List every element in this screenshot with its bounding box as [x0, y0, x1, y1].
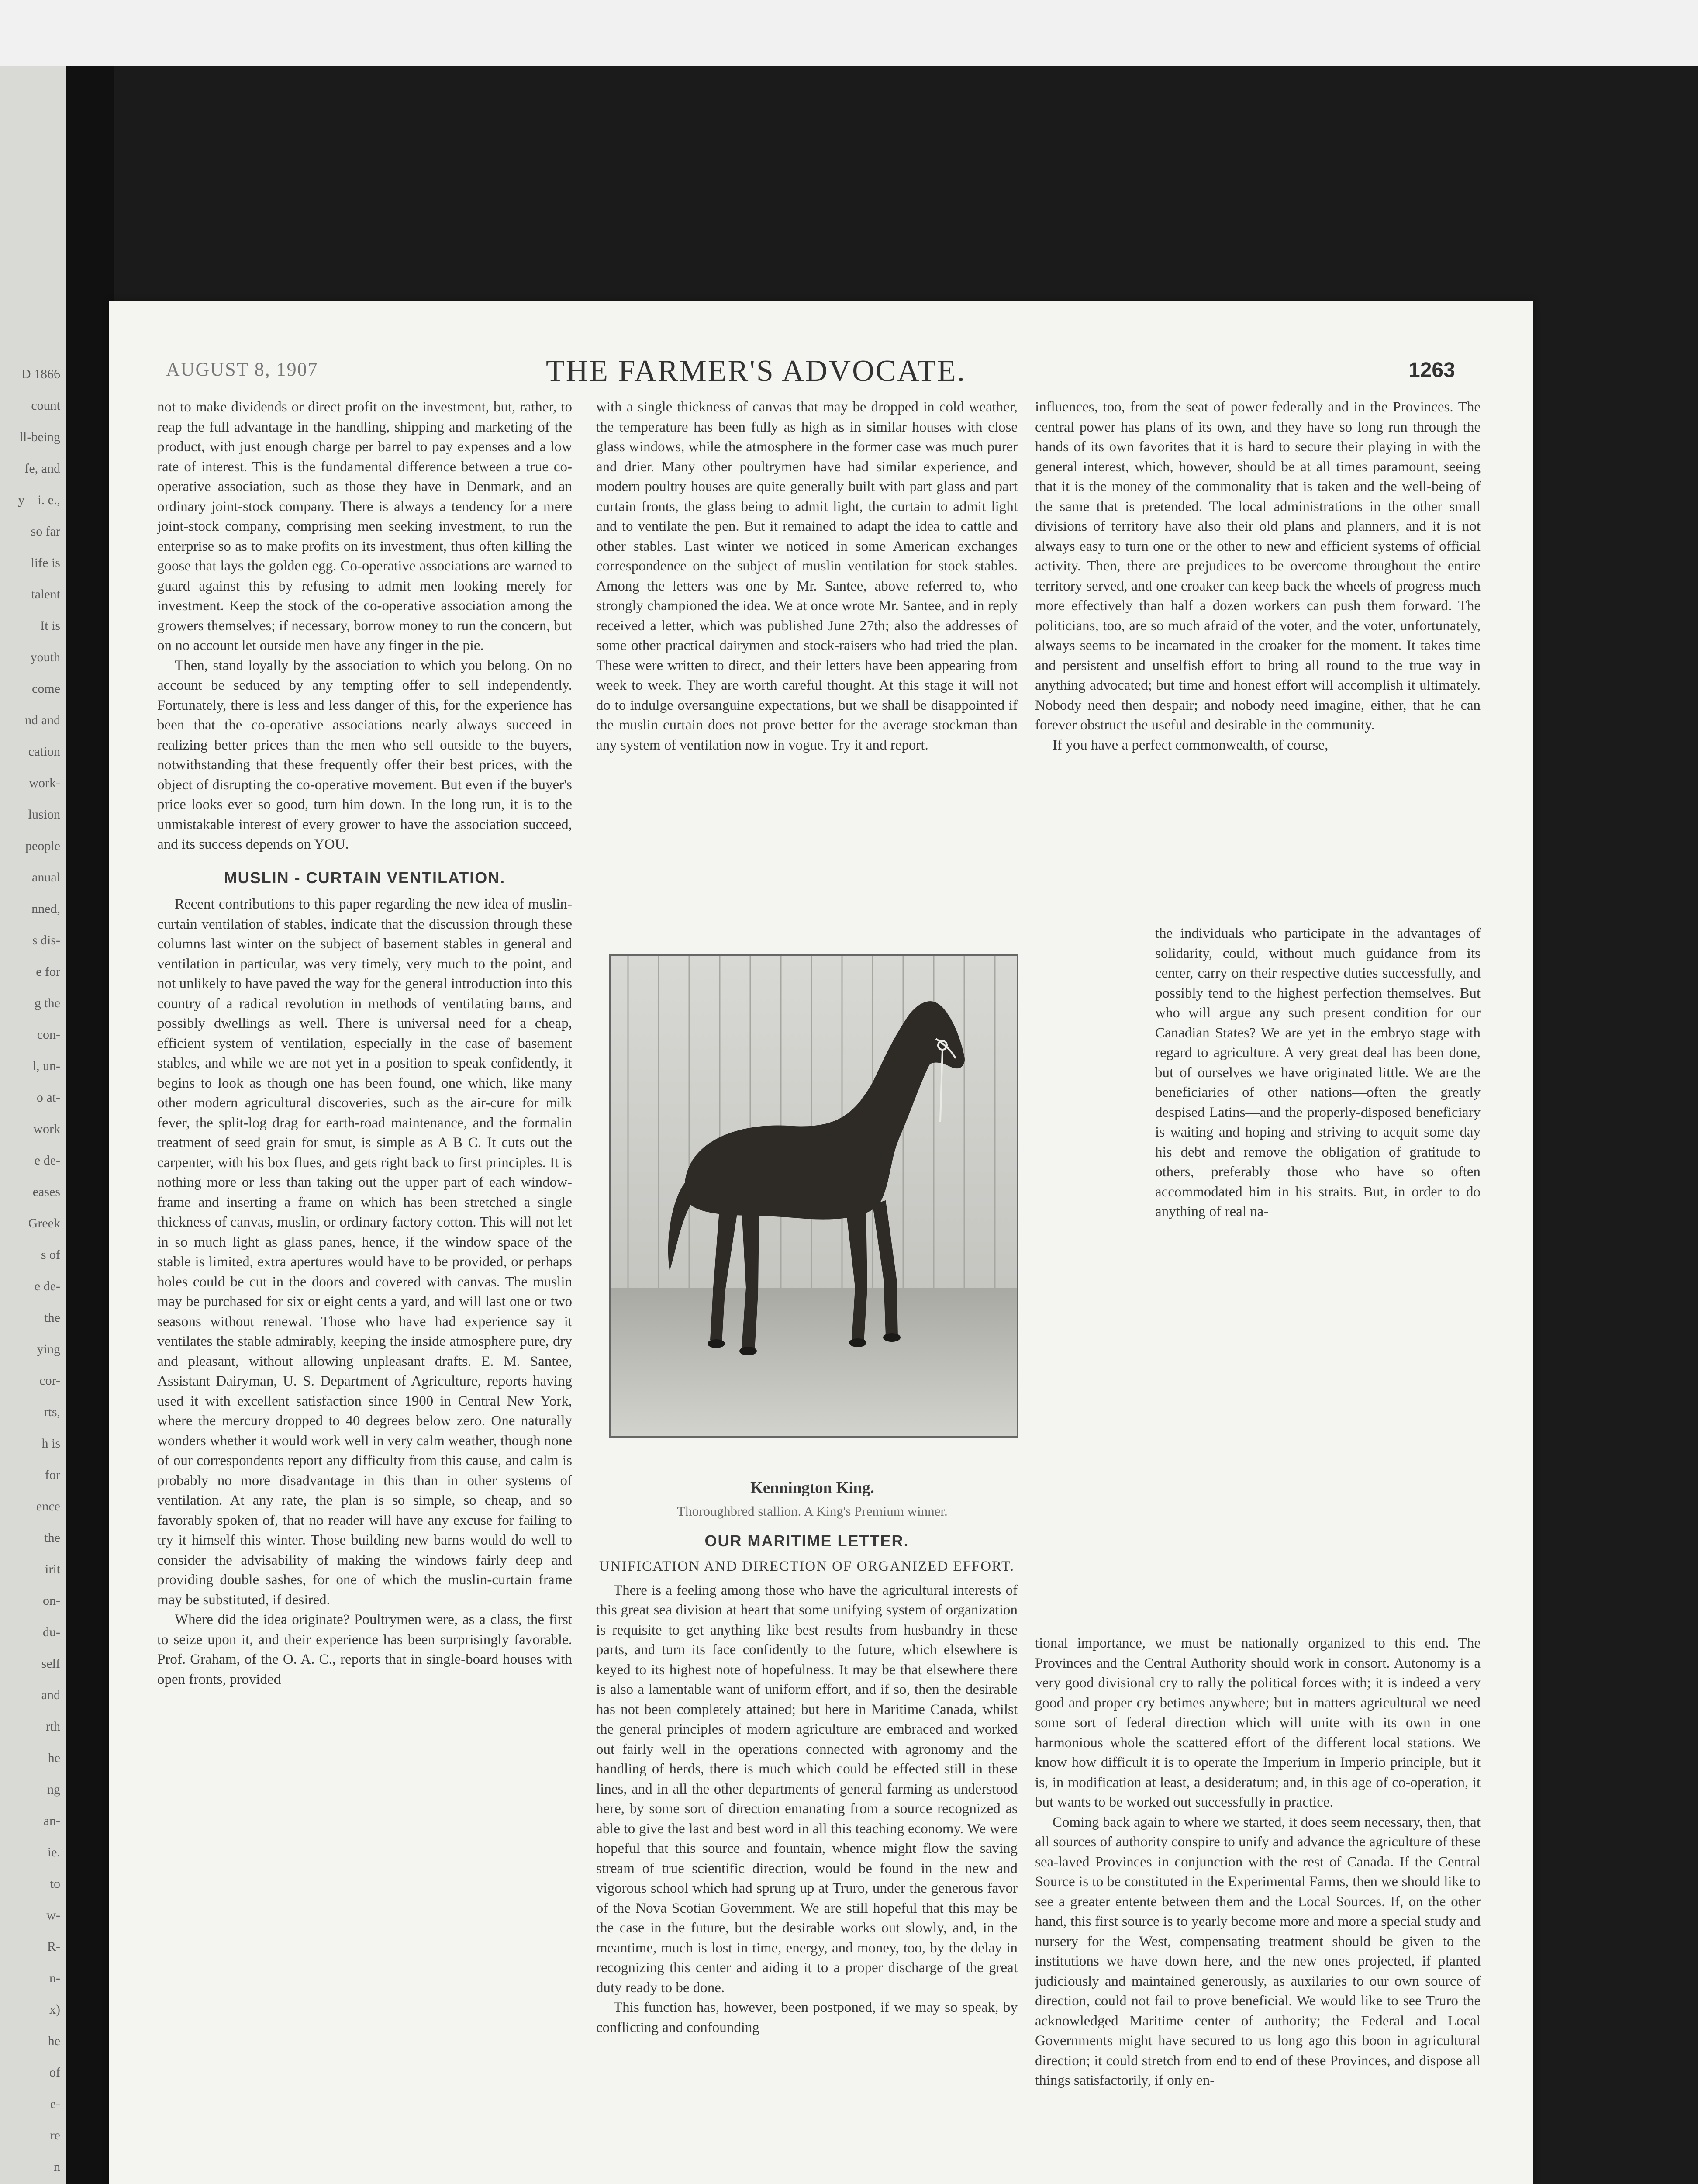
column-2 — [596, 397, 1018, 987]
facing-page-fragment: eases — [32, 1185, 60, 1199]
loyalty-paragraph: Then, stand loyally by the association to which you belong. On no account be seduced by any tempting offer to sell independently. Fortunately, there is less and less danger of this, for the experience has been that the co-operative associations nearly always succeed in realizing better prices than the men who sell outside to the buyers, notwithstanding that these frequently offer their best prices, with the object of disrupting the co-operative movement. But even if the buyer's price looks ever so good, turn him down. In the long run, it is to the unmistakable interest of every grower to have the association succeed, and its success depends on YOU. — [157, 657, 572, 852]
facing-page-fragment: irit — [45, 1562, 60, 1576]
facing-page-fragment: h is — [41, 1436, 60, 1451]
facing-page-fragment: and — [41, 1688, 60, 1702]
facing-page-fragment: cor- — [39, 1373, 60, 1388]
facing-page-fragment: e de- — [34, 1279, 60, 1293]
facing-page-fragment: so far — [31, 524, 60, 539]
facing-page-fragment: self — [41, 1656, 60, 1671]
issue-date: AUGUST 8, 1907 — [166, 359, 318, 380]
column-3-bottom — [1035, 1634, 1481, 2184]
facing-page-fragment: cation — [28, 744, 60, 759]
facing-page-fragment: youth — [30, 650, 60, 664]
book-spine-gutter — [66, 66, 114, 2184]
facing-page-fragment: the — [44, 1531, 60, 1545]
facing-page-fragment: n- — [49, 1971, 60, 1985]
facing-page-fragment: count — [31, 398, 60, 413]
facing-page-fragment: come — [32, 681, 60, 696]
facing-page-fragment: It is — [40, 619, 60, 633]
photo-caption-title: Kennington King. — [750, 1479, 874, 1497]
cooperative-paragraph: not to make dividends or direct profit on the investment, but, rather, to reap the full advantage in the handling, shipping and marketing of the product, with just enough charge per barrel to pay expenses and a low rate of interest. This is the fundamental difference between a true co-operative association, such as those they have in Denmark, and an ordinary joint-stock company. There is always a tendency for a mere joint-stock company, comprising men seeking investment, to run the enterprise so as to make profits on its investment, thus often killing the goose that lays the golden egg. Co-operative associations are warned to guard against this by refusing to admit men looking merely for investment. Keep the stock of the co-operative association among the growers themselves; if necessary, borrow money to run the concern, but on no account let outside men have any finger in the pie. — [157, 399, 572, 653]
facing-page-fragment: of — [49, 2065, 60, 2080]
facing-page-fragment: Greek — [28, 1216, 60, 1230]
facing-page-fragment: he — [48, 2034, 60, 2048]
facing-page-fragment: ng — [47, 1782, 60, 1797]
facing-page-fragment: ie. — [47, 1845, 60, 1859]
facing-page-fragment: e for — [36, 964, 60, 979]
facing-page-fragment: D 1866 — [21, 367, 60, 381]
facing-page-fragment: du- — [43, 1625, 60, 1639]
facing-page-fragment: ll-being — [19, 430, 60, 444]
facing-page-fragment: rts, — [44, 1405, 60, 1419]
facing-page-fragment: for — [45, 1468, 60, 1482]
facing-page-edge — [0, 66, 66, 2184]
photo-caption-subtitle: Thoroughbred stallion. A King's Premium winner. — [677, 1503, 948, 1519]
facing-page-fragment: an- — [43, 1814, 60, 1828]
facing-page-fragment: nd and — [25, 713, 60, 727]
facing-page-fragment: o at- — [36, 1090, 60, 1105]
facing-page-fragment: n — [54, 2160, 60, 2174]
column-1 — [157, 397, 572, 2184]
origin-paragraph: Where did the idea originate? Poultrymen were, as a class, the first to seize upon it, and their experience has been surprisingly favorable. Prof. Graham, of the O. A. C., reports that in single-board houses with open fronts, provided — [157, 1612, 572, 1687]
facing-page-fragment: the — [44, 1310, 60, 1325]
horse-illustration — [611, 956, 1017, 1436]
newspaper-title: THE FARMER'S ADVOCATE. — [546, 354, 966, 388]
facing-page-fragment: lusion — [28, 807, 60, 822]
muslin-curtain-heading: MUSLIN - CURTAIN VENTILATION. — [224, 868, 506, 887]
facing-page-fragment: g the — [34, 996, 60, 1010]
facing-page-fragment: y—i. e., — [18, 493, 60, 507]
coming-back-paragraph: Coming back again to where we started, it does seem necessary, then, that all sources of authority conspire to unify and advance the agriculture of these sea-laved Provinces in conjunction with the rest of Canada. If the Central Source is to be constituted in the Experimental Farms, then we should like to see a greater entente between them and the Local Sources. If, on the other hand, this first source is to yearly become more and more a special study and nursery for the West, compensating treatment should be given to the institutions we have down here, and the new ones projected, if planted judiciously and maintained generously, as auxilaries to our own source of direction, could not fail to prove beneficial. We would like to see Truro the acknowledged Maritime center of authority; the Federal and Local Governments might have secured to us long ago this boon in agricultural direction; it could stretch from end to end of these Provinces, and dispose all things satisfactorily, if only en- — [1035, 1814, 1481, 2088]
page-number: 1263 — [1408, 359, 1455, 382]
facing-page-fragment: re — [50, 2128, 60, 2143]
facing-page-fragment: work — [33, 1122, 60, 1136]
facing-page-fragment: x) — [49, 2002, 60, 2017]
column-3-narrow — [1155, 924, 1481, 1634]
facing-page-fragment: e de- — [34, 1153, 60, 1168]
influences-paragraph: influences, too, from the seat of power federally and in the Provinces. The central power has plans of its own, and they have so long run through the hands of its own favorites that it is hard to secure their playing in with the general interest, which, however, should be at all times paramount, seeing that it is the money of the commonality that is taken and the well-being of the same that is pretended. The local administrations in the other small divisions of territory have also their old plans and planners, and it is not always easy to turn one or the other to new and efficient systems of official activity. Then, there are prejudices to be overcome throughout the entire territory served, and one croaker can keep back the wheels of progress much more effectively than half a dozen workers can push them forward. The politicians, too, are so much afraid of the voter, and the voter, unfortunately, always seems to be incarnated in the croaker for the moment. It takes time and persistent and unselfish effort to bring all round to the true way in anything advocated; but time and honest effort will accomplish it ultimately. Nobody need then despair; and nobody need imagine, either, that he can forever obstruct the useful and desirable in the community. — [1035, 399, 1481, 733]
facing-page-fragment: s dis- — [32, 933, 60, 947]
facing-page-fragment: rth — [45, 1719, 60, 1734]
facing-page-fragment: fe, and — [24, 461, 60, 476]
muslin-paragraph: Recent contributions to this paper regarding the new idea of muslin-curtain ventilation of stables, indicate that the discussion through these columns last winter on the subject of basement stables in general and ventilation in particular, was very timely, very much to the point, and not unlikely to have paved the way for the general introduction into this country of a radical revolution in methods of ventilating barns, and possibly dwellings as well. There is universal need for a cheap, efficient system of ventilation, especially in the case of basement stables, and while we are not yet in a position to speak confidently, it begins to look as though one has been found, one which, like many other modern agricultural discoveries, such as the air-cure for milk fever, the split-log drag for earth-road maintenance, and the formalin treatment of seed grain for smut, is simple as A B C. It cuts out the carpenter, with his box flues, and gets right back to first principles. It is nothing more or less than taking out the upper part of each window-frame and inserting a frame on which has been stretched a single thickness of canvas, muslin, or ordinary factory cotton. This will not let in so much light as glass panes, hence, if the window space of the stable is limited, extra apertures would have to be provided, or perhaps holes could be cut in the doors and covered with canvas. The muslin may be purchased for six or eight cents a yard, and will last one or two seasons without renewal. Those who have had experience say it ventilates the stable admirably, keeping the inside atmosphere pure, dry and pleasant, without allowing unpleasant drafts. E. M. Santee, Assistant Dairyman, U. S. Department of Agriculture, reports having used it with excellent satisfaction since 1900 in Central New York, where the mercury dropped to 40 degrees below zero. One naturally wonders whether it would work well in very calm weather, though none of our correspondents report any difficulty from this cause, and calm is probably no more disadvantage in this than in other systems of ventilation. At any rate, the plan is so simple, so cheap, and so favorably spoken of, that no reader will have any excuse for failing to try it himself this winter. Those building new barns would do well to consider the advisability of making the windows fairly deep and providing double sashes, for one of which the muslin-curtain frame may be substituted, if desired. — [157, 896, 572, 1608]
commonwealth-paragraph-narrow: the individuals who participate in the advantages of solidarity, could, without much guidance from its center, carry on their respective duties successfully, and possibly tend to the highest perfection themselves. But who will argue any such present condition for our Canadian States? We are yet in the embryo stage with regard to agriculture. A very great deal has been done, but of ourselves we have originated little. We are the beneficiaries of other nations—often the greatly despised Latins—and the properly-disposed beneficiary is waiting and hoping and striving to acquit some day his debt and remove the obligation of gratitude to others, preferably those who have so often accommodated him in his straits. But, in order to do anything of real na- — [1155, 926, 1481, 1220]
facing-page-fragment: anual — [32, 870, 60, 885]
maritime-letter-column — [596, 1522, 1018, 2184]
commonwealth-paragraph-start: If you have a perfect commonwealth, of course, — [1053, 737, 1329, 753]
facing-page-fragment: ying — [37, 1342, 60, 1356]
facing-page-fragment: life is — [31, 556, 60, 570]
facing-page-fragment: to — [50, 1876, 60, 1891]
column-3-top — [1035, 397, 1481, 924]
maritime-paragraph-1: There is a feeling among those who have the agricultural interests of this great sea division at heart that some unifying system of organization is requisite to get anything like best results from husbandry in these parts, and turn its face confidently to the future, which elsewhere is keyed to its highest note of hopefulness. It may be that elsewhere there is also a lamentable want of uniform effort, and if so, then the desirable has not been completely attained; but here in Maritime Canada, whilst the general principles of modern agriculture are embraced and worked out fairly well in the operations connected with agronomy and the handling of herds, there is much which could be effected still in these lines, and in all the other departments of general farming as understood here, by some sort of direction emanating from a source recognized as able to give the last and best word in all this teaching economy. We were hopeful that this source and fountain, whence might flow the saving stream of true scientific direction, would be found in the new and vigorous school which had sprung up at Truro, under the generous favor of the Nova Scotian Government. We are still hopeful that this may be the case in the future, but the desirable works out slowly, and, in the meantime, much is lost in time, energy, and money, too, by the delay in recognizing this center and aiding it to a proper discharge of the great duty ready to be done. — [596, 1582, 1018, 1996]
facing-page-fragment: ence — [36, 1499, 60, 1514]
maritime-paragraph-2: This function has, however, been postponed, if we may so speak, by conflicting and confounding — [596, 2000, 1018, 2035]
facing-page-fragment: con- — [37, 1027, 60, 1042]
newspaper-page — [109, 301, 1533, 2184]
facing-page-fragment: R- — [47, 1939, 60, 1954]
facing-page-fragment: talent — [31, 587, 60, 601]
facing-page-fragment: e- — [50, 2097, 60, 2111]
facing-page-fragment: w- — [46, 1908, 60, 1922]
facing-page-fragment: people — [25, 839, 60, 853]
maritime-letter-subheading: UNIFICATION AND DIRECTION OF ORGANIZED EFFORT. — [599, 1558, 1015, 1574]
facing-page-fragment: nned, — [31, 902, 60, 916]
facing-page-fragment: on- — [43, 1593, 60, 1608]
facing-page-fragment: he — [48, 1751, 60, 1765]
poultry-paragraph: with a single thickness of canvas that may be dropped in cold weather, the temperature has been fully as high as in similar houses with close glass windows, while the atmosphere in the former case was much purer and drier. Many other poultrymen have had similar experience, and modern poultry houses are quite generally built with part glass and part curtain fronts, the glass being to admit light, the curtain to admit light and to ventilate the pen. But it remained to adapt the idea to cattle and other stables. Last winter we noticed in some American exchanges correspondence on the subject of muslin ventilation for stock stables. Among the letters was one by Mr. Santee, above referred to, who strongly championed the idea. We at once wrote Mr. Santee, and in reply received a letter, which was published June 27th; also the addresses of some other practical dairymen and stock-raisers who had tried the plan. These were written to direct, and their letters have been appearing from week to week. They are worth careful thought. At this stage it will not do to indulge oversanguine expectations, but we shall be disappointed if the muslin curtain does not prove better for the average stockman than any system of ventilation now in vogue. Try it and report. — [596, 399, 1018, 753]
scanner-background-top — [0, 0, 1698, 66]
facing-page-fragment: work- — [29, 776, 60, 790]
facing-page-fragment: l, un- — [32, 1059, 60, 1073]
horse-photograph — [609, 954, 1018, 1438]
maritime-letter-heading: OUR MARITIME LETTER. — [704, 1532, 909, 1550]
national-paragraph: tional importance, we must be nationally organized to this end. The Provinces and the Central Authority should work in consort. Autonomy is a very good divisional cry to rally the political forces with; it is indeed a very good and proper cry betimes anywhere; but in matters agricultural we need some sort of federal direction which will unite with its own in one harmonious whole the scattered effort of the different local stations. We know how difficult it is to operate the Imperium in Imperio principle, but it is, in modification at least, a desideratum; and, in this age of co-operation, it but wants to be worked out successfully in practice. — [1035, 1635, 1481, 1810]
facing-page-fragment: s of — [41, 1248, 60, 1262]
